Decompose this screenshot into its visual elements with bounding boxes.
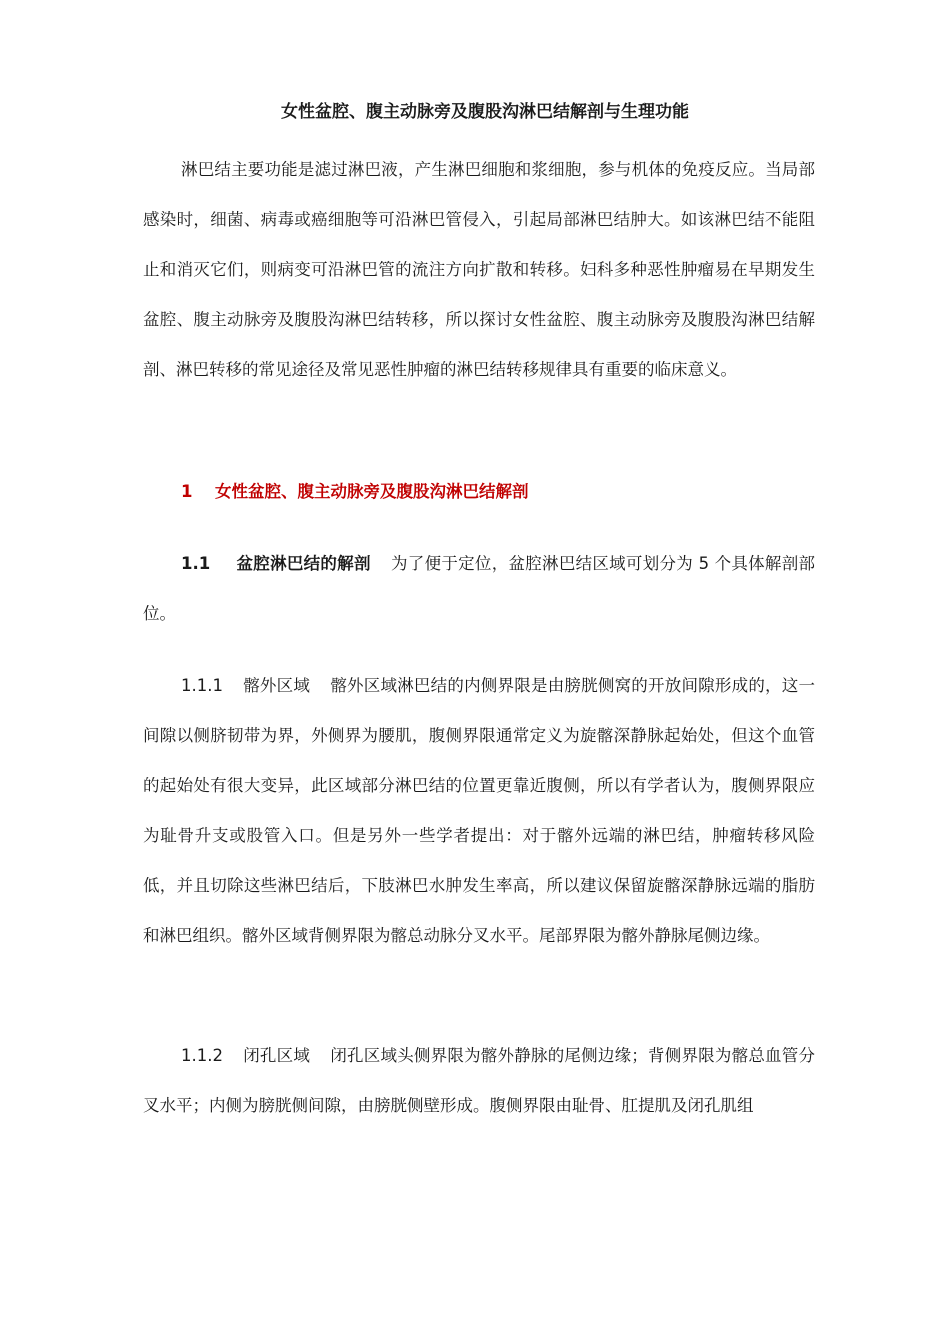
section-1-1-1-paragraph xyxy=(143,661,815,961)
section-1-1-2-text: 闭孔区域头侧界限为髂外静脉的尾侧边缘；背侧界限为髂总血管分叉水平；内侧为膀胱侧间隙，由膀胱侧壁形成。腹侧界限由耻骨、肛提肌及闭孔肌组 xyxy=(143,1046,816,1115)
section-1-1-text: 为了便于定位，盆腔淋巴结区域可划分为 5 个具体解剖部位。 xyxy=(143,554,815,623)
section-1-1-title: 盆腔淋巴结的解剖 xyxy=(236,554,371,573)
section-1-1-1-title: 髂外区域 xyxy=(242,676,311,695)
document-title: 女性盆腔、腹主动脉旁及腹股沟淋巴结解剖与生理功能 xyxy=(281,102,689,122)
section-1-1-1-text: 髂外区域淋巴结的内侧界限是由膀胱侧窝的开放间隙形成的，这一间隙以侧脐韧带为界，外侧界为腰肌，腹侧界限通常定义为旋髂深静脉起始处，但这个血管的起始处有很大变异，此区域部分淋巴结的位置更靠近腹侧，所以有学者认为，腹侧界限应为耻骨升支或股管入口。但是另外一些学者提出：对于髂外远端的淋巴结，肿瘤转移风险低，并且切除这些淋巴结后，下肢淋巴水肿发生率高，所以建议保留旋髂深静脉远端的脂肪和淋巴组织。髂外区域背侧界限为髂总动脉分叉水平。尾部界限为髂外静脉尾侧边缘。 xyxy=(143,676,816,945)
section-1-heading xyxy=(181,467,821,517)
section-1-1-2-paragraph xyxy=(143,1031,815,1131)
section-1-number: 1 xyxy=(181,482,193,501)
section-1-1-2-title: 闭孔区域 xyxy=(242,1046,311,1065)
section-1-1-1-number: 1.1.1 xyxy=(181,676,223,695)
intro-paragraph: 淋巴结主要功能是滤过淋巴液，产生淋巴细胞和浆细胞，参与机体的免疫反应。当局部感染时，细菌、病毒或癌细胞等可沿淋巴管侵入，引起局部淋巴结肿大。如该淋巴结不能阻止和消灭它们，则病变可沿淋巴管的流注方向扩散和转移。妇科多种恶性肿瘤易在早期发生盆腔、腹主动脉旁及腹股沟淋巴结转移，所以探讨女性盆腔、腹主动脉旁及腹股沟淋巴结解剖、淋巴转移的常见途径及常见恶性肿瘤的淋巴结转移规律具有重要的临床意义。 xyxy=(143,160,815,379)
section-1-1-paragraph xyxy=(143,539,815,639)
section-1-1-number: 1.1 xyxy=(181,554,211,573)
section-1-1-2-number: 1.1.2 xyxy=(181,1046,223,1065)
section-1-title: 女性盆腔、腹主动脉旁及腹股沟淋巴结解剖 xyxy=(215,482,529,501)
